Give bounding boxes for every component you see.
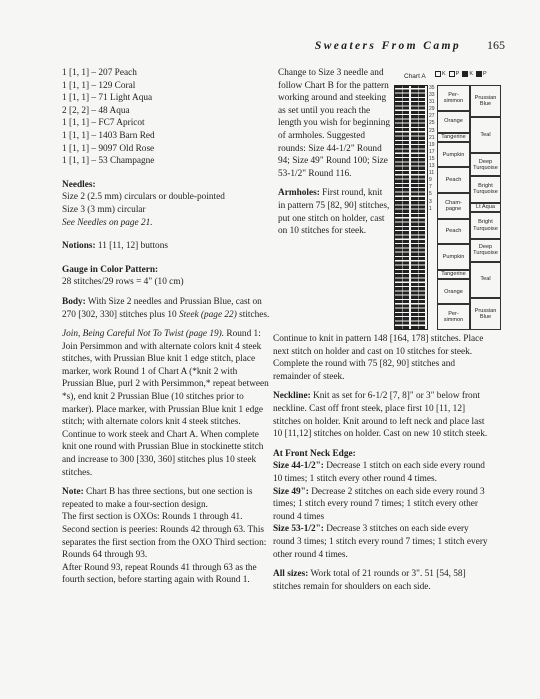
notions-paragraph xyxy=(62,240,270,253)
legend-item xyxy=(435,71,446,77)
legend-item xyxy=(462,71,473,77)
color-section: Orange xyxy=(437,111,470,133)
size-text: Decrease 1 stitch on each side every round 10 times; 1 stitch every other round 4 times. xyxy=(273,461,485,484)
armholes-text: First round, knit in pattern 75 [82, 90] stitches, put one stitch on holder, cast on 10 stitches for steek. xyxy=(278,188,390,237)
size-label: Size 53-1/2": xyxy=(273,524,324,535)
row-number: 11 xyxy=(429,170,435,177)
empty-square-icon xyxy=(435,71,441,77)
yarn-line: 2 [2, 2] – 48 Aqua xyxy=(62,105,130,116)
filled-dash-square-icon xyxy=(476,71,482,77)
join-reference: Join, Being Careful Not To Twist (page 19). xyxy=(62,329,225,340)
legend-item xyxy=(449,71,460,77)
row-number: 29 xyxy=(429,106,435,113)
legend-label: P xyxy=(455,71,460,77)
needles-heading: Needles: xyxy=(62,179,96,190)
right-column-bottom xyxy=(273,333,488,593)
needles-line: Size 3 (3 mm) circular xyxy=(62,204,146,215)
legend-label: K xyxy=(442,71,446,77)
stitch-grid xyxy=(394,85,428,330)
color-section: Tangerine xyxy=(437,133,470,142)
all-sizes-heading: All sizes: xyxy=(273,569,309,580)
all-sizes-paragraph xyxy=(273,568,488,593)
size-label: Size 44-1/2": xyxy=(273,461,324,472)
color-section: Teal xyxy=(470,117,501,153)
row-number: 23 xyxy=(429,127,435,134)
join-text: Round 1: Join Persimmon and with alternate colors knit 4 steek stitches, with Prussian Blue knit 1 edge stitch, place marker, work Round 1 of Chart A (*knit 2 with Prussian Blue, purl 2 with Persimmon,* repeat between *s), end knit 2 Prussian Blue (10 stitches prior to marker). Place marker, with Prussian Blue knit 1 edge stitch; with alternate colors knit 4 steek stitches. Continue to work steek and Chart A. When complete knit one round with Prussian Blue in stockinette stitch and increase to 300 [330, 360] stitches plus 10 steek stitches. xyxy=(62,329,269,478)
color-section: Deep Turquoise xyxy=(470,153,501,176)
needles-reference: See Needles on page 21. xyxy=(62,217,153,228)
running-header xyxy=(315,38,505,53)
join-paragraph xyxy=(62,328,270,479)
yarn-line: 1 [1, 1] – 53 Champagne xyxy=(62,156,155,167)
yarn-line: 1 [1, 1] – 129 Coral xyxy=(62,80,136,91)
color-section: Tangerine xyxy=(437,270,470,279)
body-heading: Body: xyxy=(62,296,86,307)
legend-label: P xyxy=(483,71,487,77)
row-number: 17 xyxy=(429,148,435,155)
note-text: Chart B has three sections, but one section is repeated to make a four-section design. xyxy=(62,487,253,510)
row-number: 15 xyxy=(429,155,435,162)
row-number: 35 xyxy=(429,85,435,91)
color-section: Deep Turquoise xyxy=(470,239,501,262)
row-number: 31 xyxy=(429,99,435,106)
front-neck-heading: At Front Neck Edge: xyxy=(273,448,356,459)
note-paragraph xyxy=(62,486,270,511)
legend-label: K xyxy=(469,71,474,77)
size-text: Decrease 2 stitches on each side every round 3 times; 1 stitch every round 7 times; 1 stitch every other round 4 times xyxy=(273,486,485,522)
gauge-heading: Gauge in Color Pattern: xyxy=(62,264,159,275)
neckline-heading: Neckline: xyxy=(273,391,311,402)
color-section: Orange xyxy=(437,279,470,305)
row-number: 5 xyxy=(429,191,432,198)
row-numbers xyxy=(429,85,437,330)
yarn-line: 1 [1, 1] – FC7 Apricot xyxy=(62,118,145,129)
row-number: 33 xyxy=(429,92,435,99)
note-line: Second section is peeries: Rounds 42 through 63. This separates the first section from the OXO Third section: Rounds 64 through 93. xyxy=(62,525,267,561)
yarn-line: 1 [1, 1] – 207 Peach xyxy=(62,68,137,78)
neckline-text: Knit as set for 6-1/2 [7, 8]" or 3" below front neckline. Cast off front steek, place first 10 [11, 12] stitches on holder. Knit around to left neck and place last 10 [11,12] stitches on holder. Cast on new 10 stitch steek. xyxy=(273,391,488,440)
size-text: Decrease 3 stitches on each side every round 3 times; 1 stitch every round 7 times; 1 stitch every other round 4 times. xyxy=(273,524,488,560)
row-number: 9 xyxy=(429,177,432,184)
all-sizes-text: Work total of 21 rounds or 3". 51 [54, 58] stitches remain for shoulders on each side. xyxy=(273,569,466,592)
armholes-paragraph xyxy=(278,187,391,237)
body-text: With Size 2 needles and Prussian Blue, cast on 270 [302, 330] stitches plus 10 xyxy=(62,296,262,320)
note-heading: Note: xyxy=(62,487,84,498)
armholes-heading: Armholes: xyxy=(278,188,320,199)
color-section: Peach xyxy=(437,167,470,193)
needles-line: Size 2 (2.5 mm) circulars or double-pointed xyxy=(62,192,225,203)
body-paragraph xyxy=(62,296,270,321)
armholes-continue: Continue to knit in pattern 148 [164, 178] stitches. Place next stitch on holder and cast on 10 stitches for steek. Complete the round with 75 [82, 90] stitches and remainder of steek. xyxy=(273,334,484,382)
dash-square-icon xyxy=(449,71,455,77)
size-label: Size 49": xyxy=(273,486,309,497)
steek-reference: Steek (page 22) xyxy=(178,309,237,320)
body-end: stitches. xyxy=(236,309,270,320)
color-section: Peach xyxy=(437,219,470,245)
color-section: Cham- pagne xyxy=(437,193,470,219)
neckline-paragraph xyxy=(273,390,488,440)
note-line: The first section is OXOs: Rounds 1 through 41. xyxy=(62,512,243,523)
row-number: 1 xyxy=(429,205,432,212)
size-paragraph xyxy=(273,523,488,561)
color-section: Pumpkin xyxy=(437,142,470,168)
left-column xyxy=(62,67,270,587)
notions-text: 11 [11, 12] buttons xyxy=(97,241,168,252)
page-number: 165 xyxy=(487,38,505,52)
filled-square-icon xyxy=(462,71,468,77)
row-number: 13 xyxy=(429,163,435,170)
chart-title: Chart A xyxy=(404,73,426,80)
yarn-line: 1 [1, 1] – 1403 Barn Red xyxy=(62,130,155,141)
row-number: 25 xyxy=(429,120,435,127)
color-section: Prussian Blue xyxy=(470,298,501,330)
color-section: Per- simmon xyxy=(437,304,470,330)
note-line: After Round 93, repeat Rounds 41 through 63 as the fourth section, before starting again with Round 1. xyxy=(62,562,257,586)
color-section: Teal xyxy=(470,262,501,298)
yarn-line: 1 [1, 1] – 9097 Old Rose xyxy=(62,143,155,154)
legend-item xyxy=(476,71,487,77)
row-number: 7 xyxy=(429,184,432,191)
yarn-line: 1 [1, 1] – 71 Light Aqua xyxy=(62,93,153,104)
row-number: 21 xyxy=(429,134,435,141)
size-paragraph xyxy=(273,486,488,524)
chart-a xyxy=(391,68,501,333)
color-section: Pumpkin xyxy=(437,244,470,270)
notions-heading: Notions: xyxy=(62,241,96,252)
color-section: Bright Turquoise xyxy=(470,212,501,238)
size-paragraph xyxy=(273,460,488,485)
color-section: Lt Aqua xyxy=(470,203,501,213)
change-paragraph: Change to Size 3 needle and follow Chart B for the pattern working around and steeking as set until you reach the length you wish for beginning of armholes. Suggested rounds: Size 44-1/2" Round 94; Size 49" Round 100; Size 53-1/2" Round 116. xyxy=(278,68,391,179)
row-number: 19 xyxy=(429,141,435,148)
row-number: 27 xyxy=(429,113,435,120)
row-number: 3 xyxy=(429,198,432,205)
color-section: Bright Turquoise xyxy=(470,176,501,202)
color-section: Per- simmon xyxy=(437,85,470,111)
running-title: Sweaters From Camp xyxy=(314,40,461,52)
right-column-top xyxy=(278,67,391,238)
chart-legend xyxy=(435,71,487,77)
color-section: Prussian Blue xyxy=(470,85,501,117)
gauge-text: 28 stitches/29 rows = 4" (10 cm) xyxy=(62,277,184,288)
